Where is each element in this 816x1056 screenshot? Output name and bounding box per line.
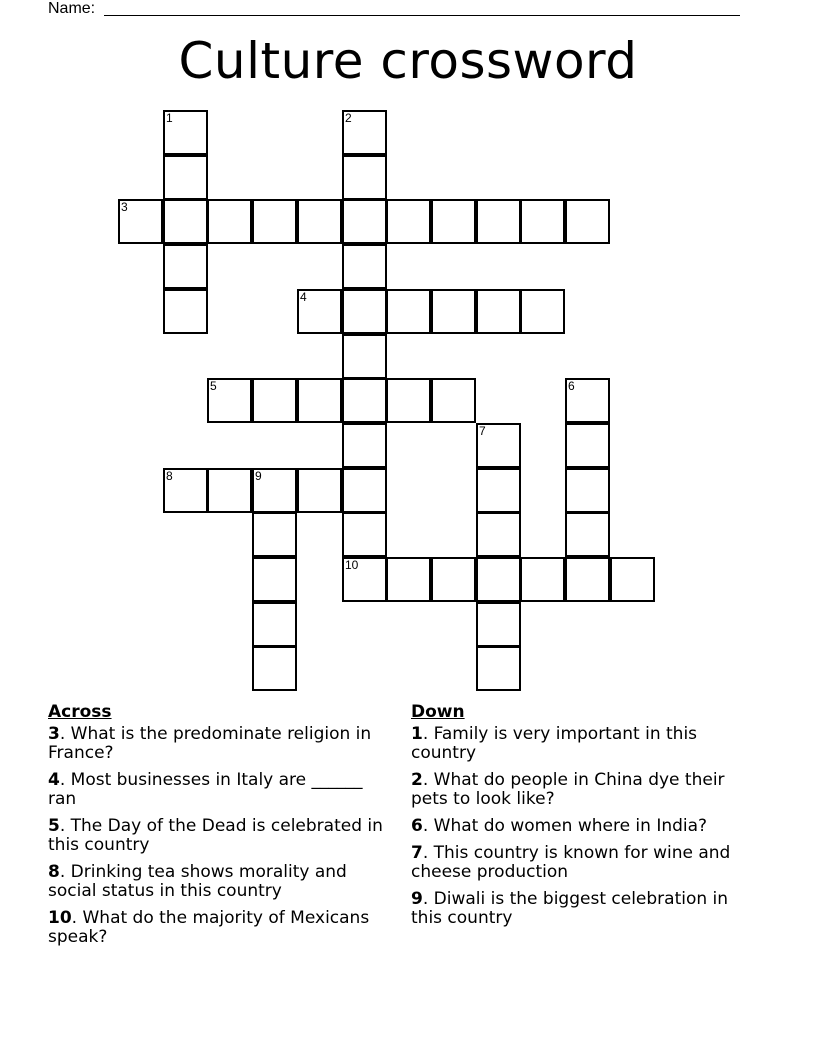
grid-cell[interactable] bbox=[565, 199, 610, 244]
clue-number: 10 bbox=[345, 558, 359, 572]
grid-cell[interactable] bbox=[252, 378, 297, 423]
grid-cell[interactable] bbox=[163, 289, 208, 334]
down-clue bbox=[411, 890, 756, 928]
grid-cell[interactable] bbox=[476, 423, 521, 468]
clue-text: . Diwali is the biggest celebration in this country bbox=[411, 889, 729, 928]
clue-text: . What do women where in India? bbox=[422, 816, 708, 836]
grid-cell[interactable] bbox=[386, 289, 431, 334]
grid-cell[interactable] bbox=[476, 646, 521, 691]
grid-cell[interactable] bbox=[163, 110, 208, 155]
clue-number: 4 bbox=[300, 290, 307, 304]
clue-number: 1 bbox=[411, 724, 423, 744]
grid-cell[interactable] bbox=[476, 289, 521, 334]
down-clue bbox=[411, 725, 756, 763]
down-clue bbox=[411, 844, 756, 882]
grid-cell[interactable] bbox=[565, 557, 610, 602]
grid-cell[interactable] bbox=[297, 199, 342, 244]
grid-cell[interactable] bbox=[207, 378, 252, 423]
clue-number: 5 bbox=[48, 816, 60, 836]
down-heading: Down bbox=[411, 702, 465, 722]
grid-cell[interactable] bbox=[342, 289, 387, 334]
clue-number: 10 bbox=[48, 908, 72, 928]
clue-number: 7 bbox=[411, 843, 423, 863]
clue-text: . What is the predominate religion in France? bbox=[48, 724, 372, 763]
grid-cell[interactable] bbox=[476, 512, 521, 557]
clue-number: 8 bbox=[166, 469, 173, 483]
clue-number: 5 bbox=[210, 379, 217, 393]
grid-cell[interactable] bbox=[476, 557, 521, 602]
grid-cell[interactable] bbox=[342, 423, 387, 468]
across-clue bbox=[48, 725, 393, 763]
clue-number: 1 bbox=[166, 111, 173, 125]
grid-cell[interactable] bbox=[342, 512, 387, 557]
clue-text: . What do people in China dye their pets to look like? bbox=[411, 770, 725, 809]
grid-cell[interactable] bbox=[342, 199, 387, 244]
clue-text: . Drinking tea shows morality and social status in this country bbox=[48, 862, 347, 901]
clue-number: 2 bbox=[411, 770, 423, 790]
grid-cell[interactable] bbox=[565, 512, 610, 557]
down-clue-list bbox=[411, 725, 756, 928]
grid-cell[interactable] bbox=[252, 557, 297, 602]
page-title: Culture crossword bbox=[178, 32, 638, 90]
clue-text: . Family is very important in this country bbox=[411, 724, 698, 763]
down-clues bbox=[411, 702, 756, 936]
grid-cell[interactable] bbox=[342, 155, 387, 200]
clue-number: 7 bbox=[479, 424, 486, 438]
grid-cell[interactable] bbox=[163, 199, 208, 244]
grid-cell[interactable] bbox=[163, 155, 208, 200]
across-clue-list bbox=[48, 725, 393, 947]
grid-cell[interactable] bbox=[386, 199, 431, 244]
grid-cell[interactable] bbox=[297, 289, 342, 334]
clue-number: 9 bbox=[255, 469, 262, 483]
clue-number: 3 bbox=[121, 200, 128, 214]
name-label: Name: bbox=[48, 0, 96, 17]
grid-cell[interactable] bbox=[342, 468, 387, 513]
grid-cell[interactable] bbox=[207, 468, 252, 513]
across-clue bbox=[48, 817, 393, 855]
down-clue bbox=[411, 771, 756, 809]
clue-number: 2 bbox=[345, 111, 352, 125]
grid-cell[interactable] bbox=[252, 199, 297, 244]
grid-cell[interactable] bbox=[297, 468, 342, 513]
grid-cell[interactable] bbox=[342, 244, 387, 289]
clue-text: . Most businesses in Italy are ______ ran bbox=[48, 770, 363, 809]
clue-number: 9 bbox=[411, 889, 423, 909]
grid-cell[interactable] bbox=[520, 289, 565, 334]
grid-cell[interactable] bbox=[520, 199, 565, 244]
across-clue bbox=[48, 771, 393, 809]
grid-cell[interactable] bbox=[565, 468, 610, 513]
across-heading: Across bbox=[48, 702, 112, 722]
grid-cell[interactable] bbox=[476, 468, 521, 513]
grid-cell[interactable] bbox=[207, 199, 252, 244]
down-clue bbox=[411, 817, 756, 836]
clue-number: 6 bbox=[568, 379, 575, 393]
grid-cell[interactable] bbox=[342, 110, 387, 155]
clue-number: 8 bbox=[48, 862, 60, 882]
clue-number: 3 bbox=[48, 724, 60, 744]
clue-text: . The Day of the Dead is celebrated in this country bbox=[48, 816, 383, 855]
grid-cell[interactable] bbox=[342, 334, 387, 379]
clue-number: 4 bbox=[48, 770, 60, 790]
grid-cell[interactable] bbox=[520, 557, 565, 602]
grid-cell[interactable] bbox=[297, 378, 342, 423]
grid-cell[interactable] bbox=[431, 289, 476, 334]
grid-cell[interactable] bbox=[610, 557, 655, 602]
grid-cell[interactable] bbox=[431, 378, 476, 423]
grid-cell[interactable] bbox=[252, 646, 297, 691]
grid-cell[interactable] bbox=[476, 199, 521, 244]
grid-cell[interactable] bbox=[476, 602, 521, 647]
grid-cell[interactable] bbox=[386, 557, 431, 602]
grid-cell[interactable] bbox=[565, 378, 610, 423]
grid-cell[interactable] bbox=[565, 423, 610, 468]
clue-text: . This country is known for wine and cheese production bbox=[411, 843, 731, 882]
grid-cell[interactable] bbox=[386, 378, 431, 423]
grid-cell[interactable] bbox=[431, 557, 476, 602]
grid-cell[interactable] bbox=[342, 378, 387, 423]
grid-cell[interactable] bbox=[163, 468, 208, 513]
clue-text: . What do the majority of Mexicans speak? bbox=[48, 908, 370, 947]
across-clue bbox=[48, 909, 393, 947]
across-clues bbox=[48, 702, 393, 955]
grid-cell[interactable] bbox=[252, 512, 297, 557]
grid-cell[interactable] bbox=[342, 557, 387, 602]
grid-cell[interactable] bbox=[431, 199, 476, 244]
clue-number: 6 bbox=[411, 816, 423, 836]
grid-cell[interactable] bbox=[252, 602, 297, 647]
grid-cell[interactable] bbox=[252, 468, 297, 513]
grid-cell[interactable] bbox=[163, 244, 208, 289]
across-clue bbox=[48, 863, 393, 901]
grid-cell[interactable] bbox=[118, 199, 163, 244]
